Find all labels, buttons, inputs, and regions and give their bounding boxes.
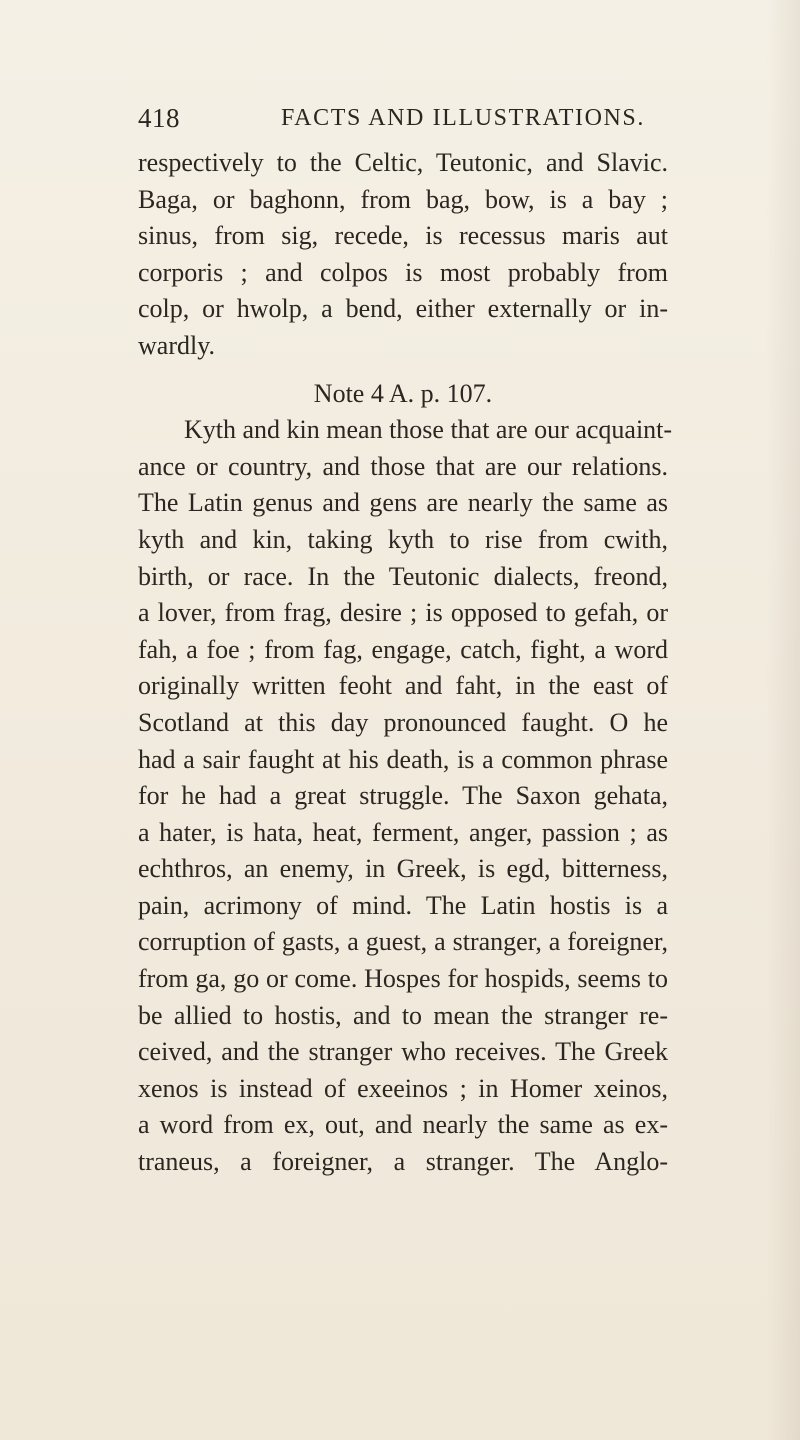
text-line: pain, acrimony of mind. The Latin hostis is a (138, 890, 668, 920)
running-head: FACTS AND ILLUSTRATIONS. (281, 105, 645, 131)
note-heading: Note 4 A. p. 107. (313, 378, 493, 408)
text-line: a word from ex, out, and nearly the same as ex- (138, 1110, 668, 1140)
text-line: ceived, and the stranger who receives. The Greek (138, 1037, 668, 1067)
text-line: sinus, from sig, recede, is recessus maris aut (138, 221, 668, 251)
text-line: corruption of gasts, a guest, a stranger, a foreigner, (138, 927, 668, 957)
text-line: wardly. (138, 330, 216, 360)
text-line: had a sair faught at his death, is a common phrase (138, 744, 668, 774)
text-line: for he had a great struggle. The Saxon gehata, (138, 781, 668, 811)
page-edge-shadow (766, 0, 800, 1440)
text-line: from ga, go or come. Hospes for hospids, seems to (138, 964, 668, 994)
text-line: a lover, from frag, desire ; is opposed to gefah, or (138, 598, 668, 628)
text-line: traneus, a foreigner, a stranger. The Anglo- (138, 1147, 668, 1177)
text-line: respectively to the Celtic, Teutonic, and Slavic. (138, 148, 668, 177)
text-line: kyth and kin, taking kyth to rise from cwith, (138, 524, 668, 554)
text-line: The Latin genus and gens are nearly the same as (138, 488, 668, 518)
text-line: ance or country, and those that are our relations. (138, 451, 668, 481)
text-line: corporis ; and colpos is most probably from (138, 257, 668, 287)
text-line: echthros, an enemy, in Greek, is egd, bitterness, (138, 854, 668, 884)
body-text (138, 145, 673, 1181)
page-header (138, 100, 658, 136)
text-line: birth, or race. In the Teutonic dialects, freond, (138, 561, 668, 591)
text-line: be allied to hostis, and to mean the stranger re- (138, 1000, 668, 1030)
page-number: 418 (138, 103, 180, 133)
text-line: fah, a foe ; from fag, engage, catch, fight, a word (138, 634, 668, 664)
text-line: Scotland at this day pronounced faught. O he (138, 707, 668, 737)
text-line: originally written feoht and faht, in the east of (138, 671, 668, 701)
text-line: a hater, is hata, heat, ferment, anger, passion ; as (138, 817, 668, 847)
text-line: Kyth and kin mean those that are our acquaint- (184, 415, 673, 445)
text-line: colp, or hwolp, a bend, either externally or in- (138, 294, 668, 324)
text-line: xenos is instead of exeeinos ; in Homer xeinos, (138, 1073, 668, 1103)
text-line: Baga, or baghonn, from bag, bow, is a bay ; (138, 184, 668, 214)
